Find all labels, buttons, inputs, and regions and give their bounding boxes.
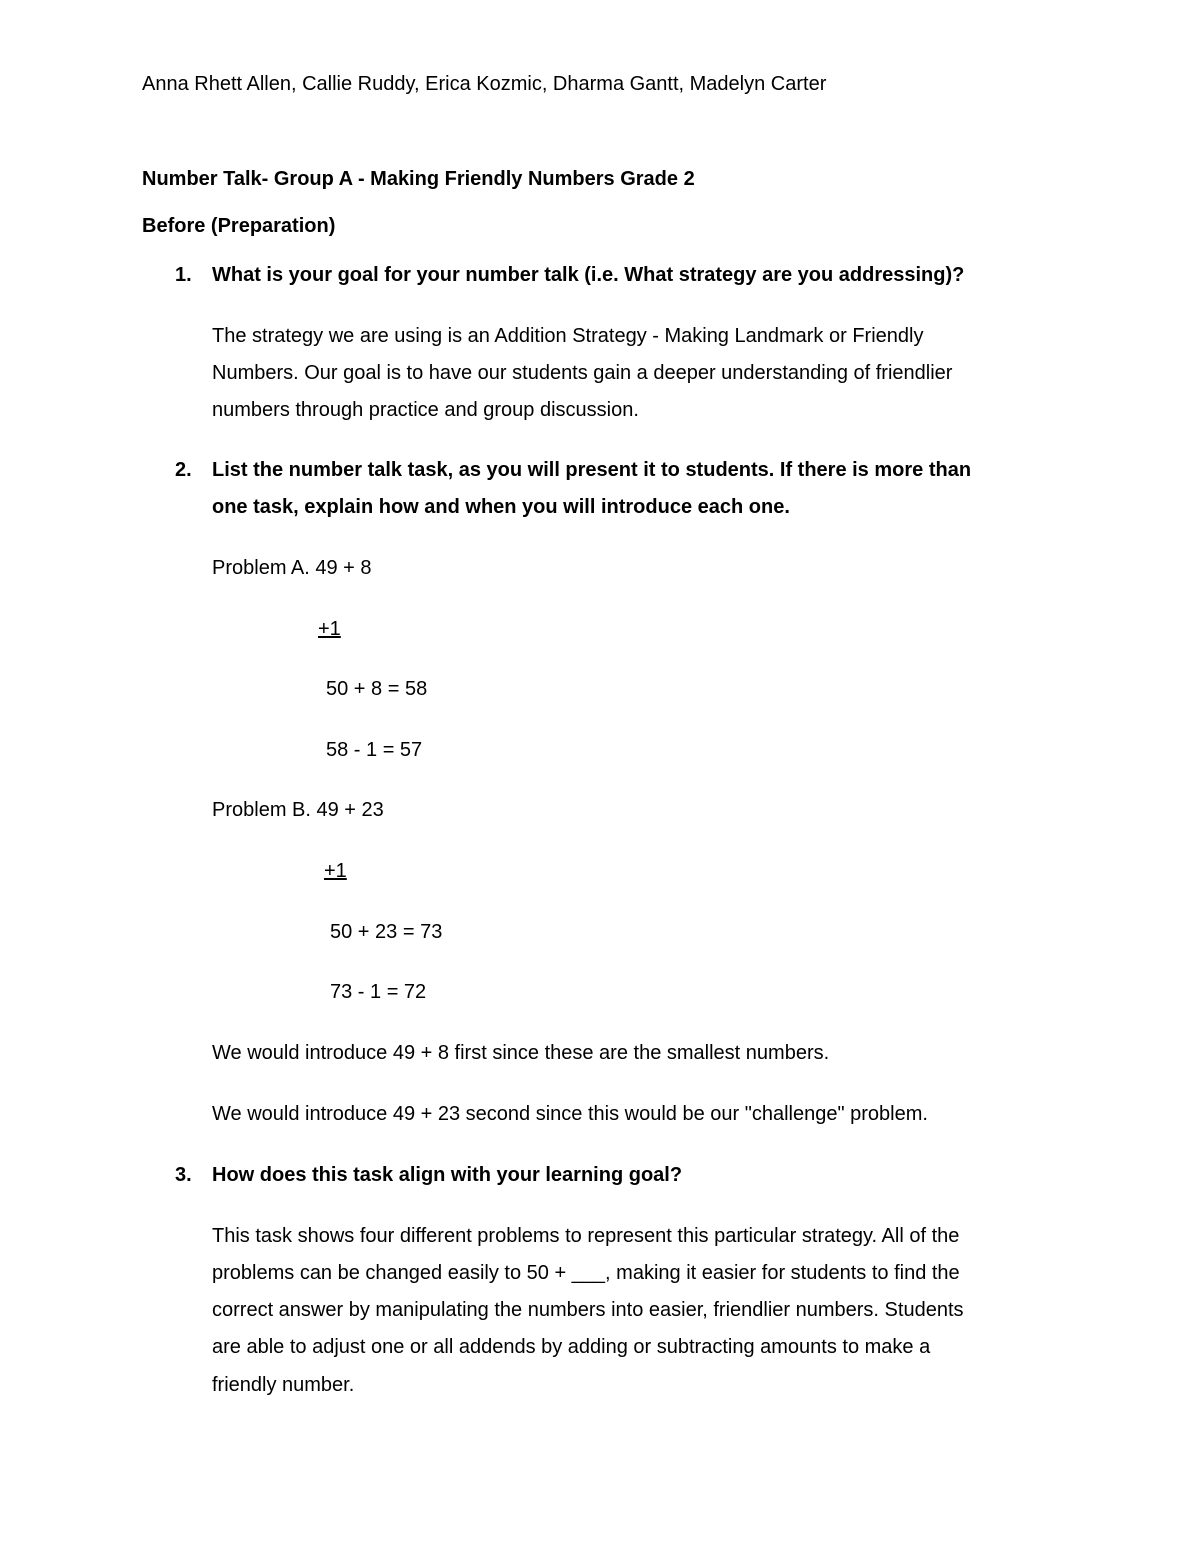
problem-b-label: Problem B. 49 + 23 <box>212 799 384 821</box>
document-title: Number Talk- Group A - Making Friendly Numbers Grade 2 <box>142 168 695 190</box>
problem-b-step-2: 73 - 1 = 72 <box>330 981 427 1003</box>
answer-3-line: problems can be changed easily to 50 + ___, making it easier for students to find the <box>212 1262 960 1284</box>
answer-1-line: The strategy we are using is an Addition Strategy - Making Landmark or Friendly <box>212 325 924 347</box>
answer-3-line: friendly number. <box>212 1374 355 1396</box>
question-2-number: 2. <box>175 459 192 481</box>
question-3-text: How does this task align with your learning goal? <box>212 1164 683 1186</box>
question-2-text-line: List the number talk task, as you will present it to students. If there is more than <box>212 459 972 481</box>
problem-a-step-2: 58 - 1 = 57 <box>326 739 423 761</box>
answer-1-line: numbers through practice and group discussion. <box>212 399 639 421</box>
authors-line: Anna Rhett Allen, Callie Ruddy, Erica Kozmic, Dharma Gantt, Madelyn Carter <box>142 73 827 95</box>
answer-3-line: are able to adjust one or all addends by adding or subtracting amounts to make a <box>212 1336 931 1358</box>
answer-3-line: This task shows four different problems to represent this particular strategy. All of the <box>212 1225 960 1247</box>
answer-3-line: correct answer by manipulating the numbers into easier, friendlier numbers. Students <box>212 1299 964 1321</box>
question-1-number: 1. <box>175 264 192 286</box>
section-heading: Before (Preparation) <box>142 215 336 237</box>
question-2-text-line: one task, explain how and when you will introduce each one. <box>212 496 790 518</box>
intro-sentence-1: We would introduce 49 + 8 first since these are the smallest numbers. <box>212 1042 830 1064</box>
problem-a-adjust: +1 <box>318 618 341 640</box>
intro-sentence-2: We would introduce 49 + 23 second since this would be our "challenge" problem. <box>212 1103 928 1125</box>
problem-b-step-1: 50 + 23 = 73 <box>330 921 443 943</box>
question-3-number: 3. <box>175 1164 192 1186</box>
question-1-text: What is your goal for your number talk (i.e. What strategy are you addressing)? <box>212 264 965 286</box>
problem-a-label: Problem A. 49 + 8 <box>212 557 372 579</box>
answer-1-line: Numbers. Our goal is to have our students gain a deeper understanding of friendlier <box>212 362 953 384</box>
problem-b-adjust: +1 <box>324 860 347 882</box>
problem-a-step-1: 50 + 8 = 58 <box>326 678 428 700</box>
